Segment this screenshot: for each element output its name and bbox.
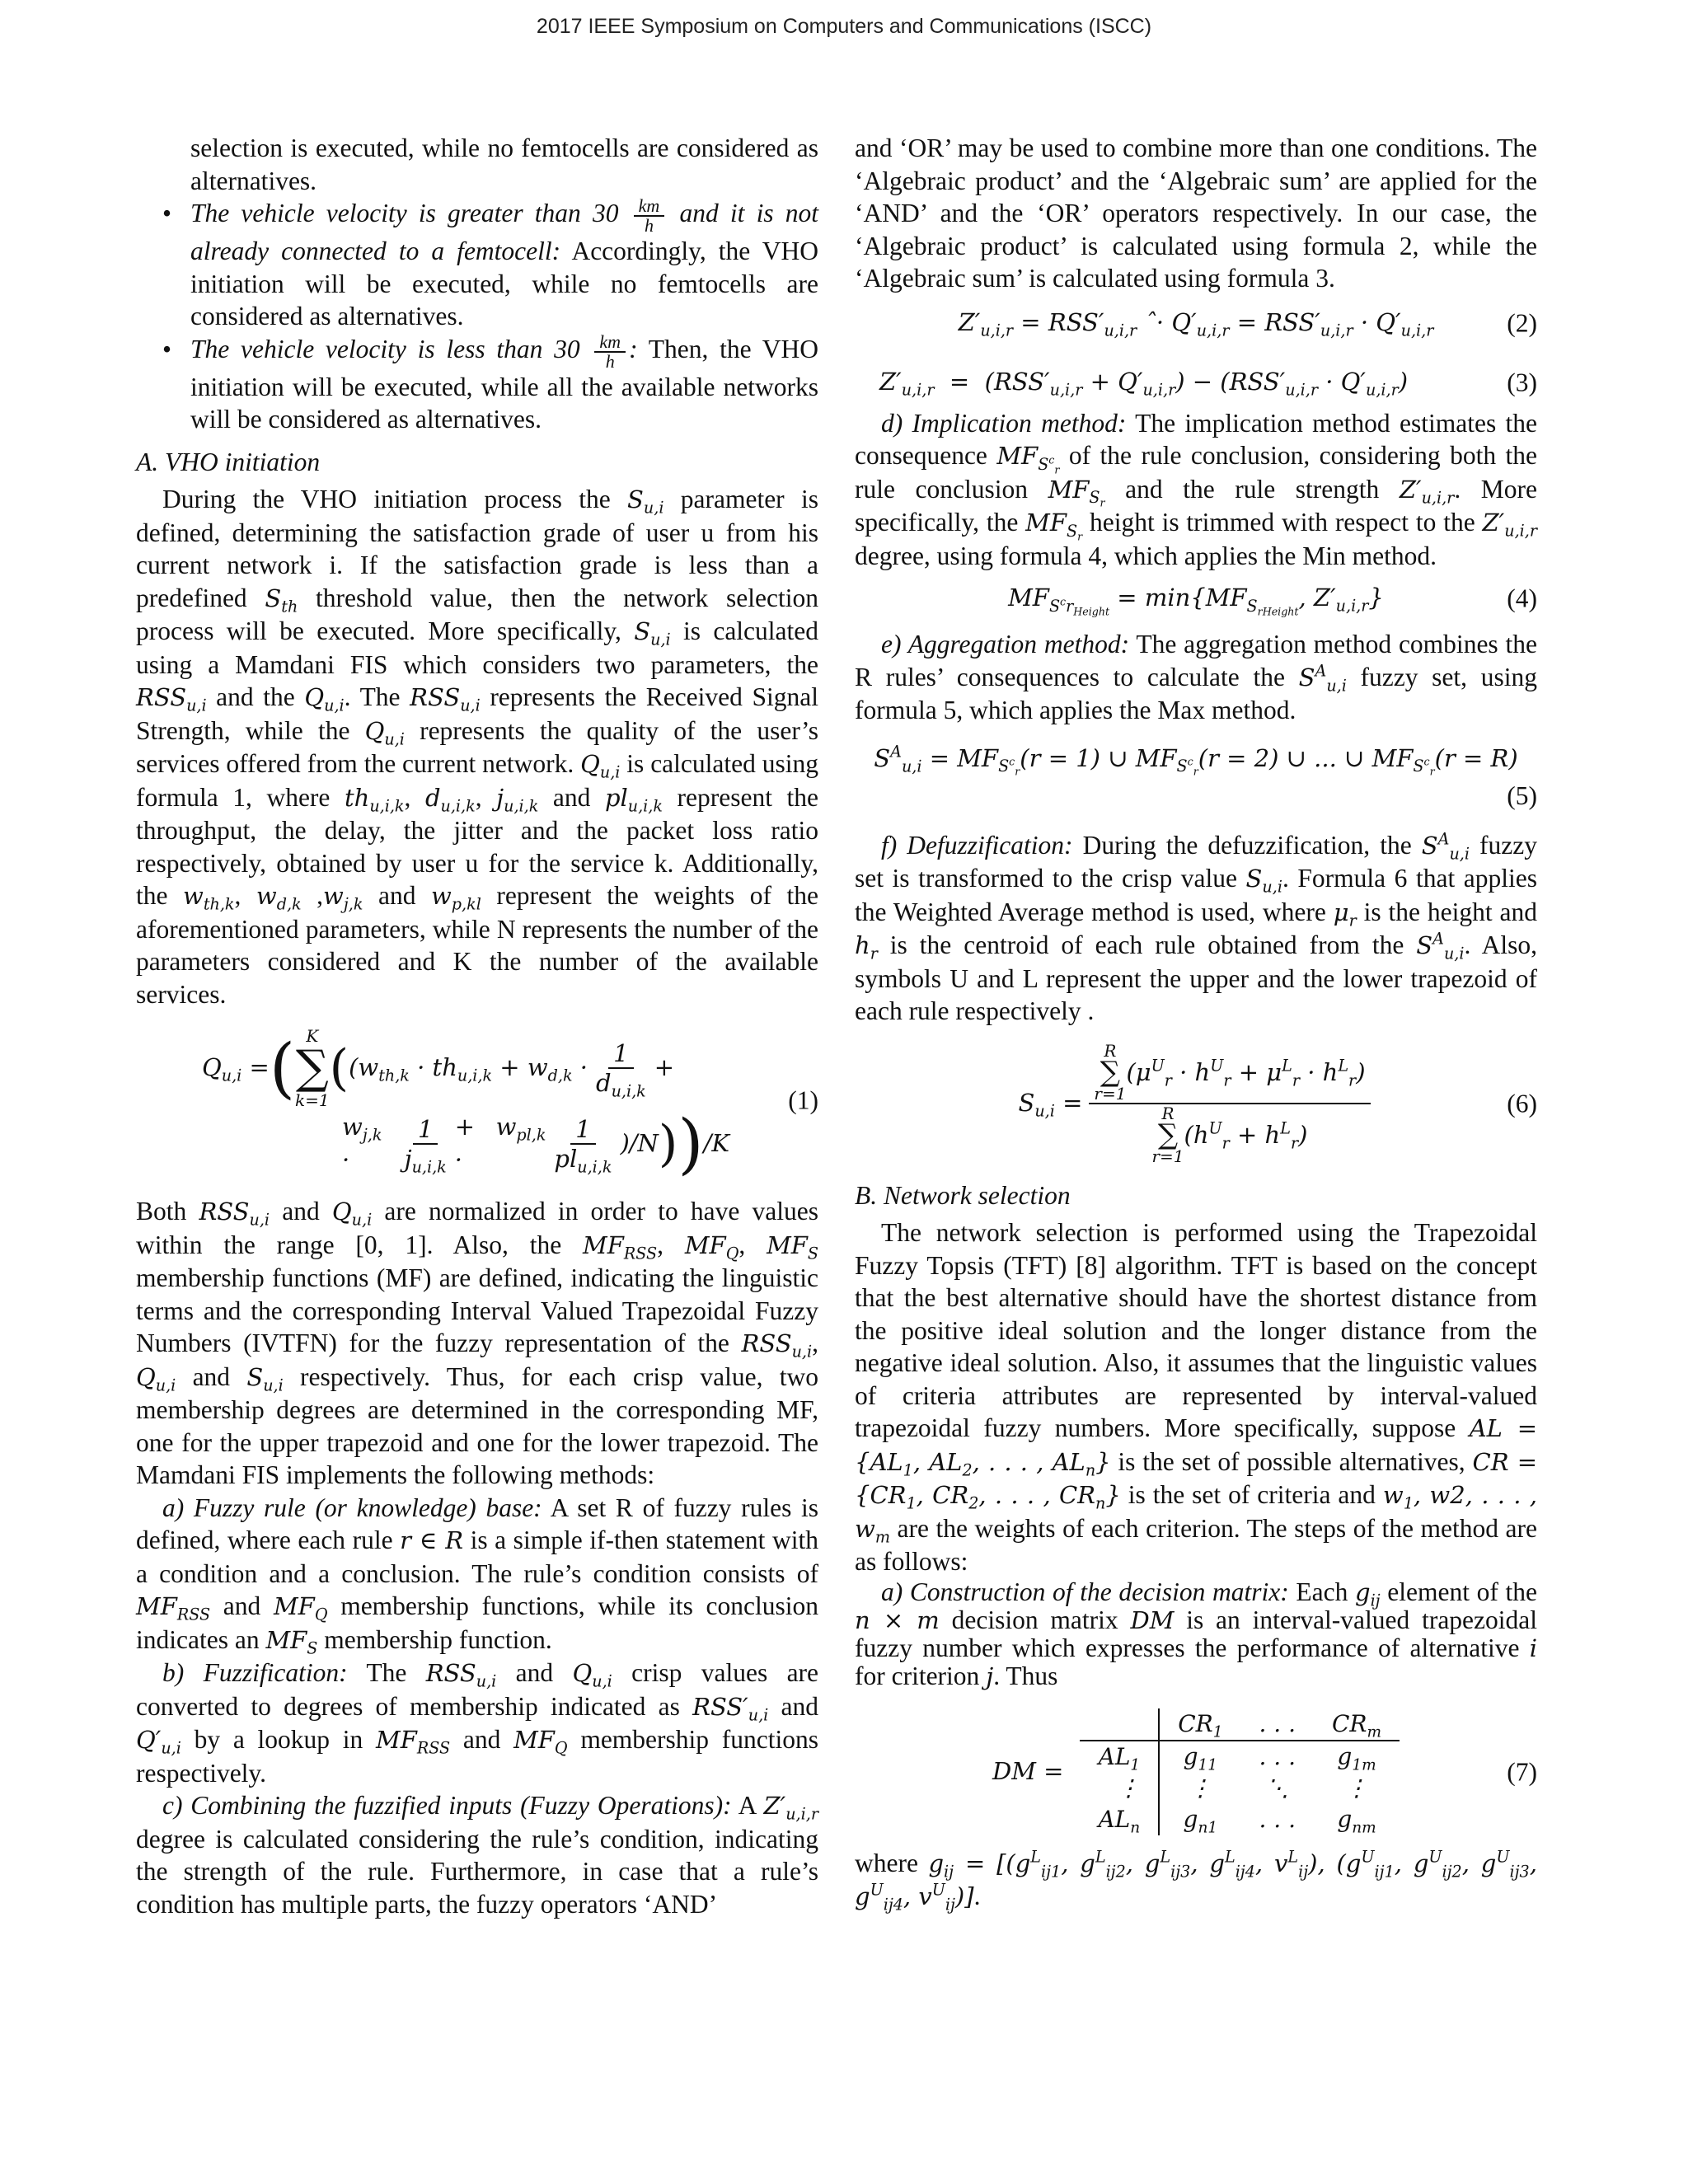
equation-number: (6) (1507, 1088, 1537, 1118)
equation-6: $S_{u,i}$ = R ∑ r=1 $(\mu^U_r \cdot h^U_r + \mu^L_r \cdot h^L_r)$ R ∑ r=1 $(h^U_r + h^L_r)$ (6) (1018, 1040, 1537, 1166)
paragraph: The network selection is performed using the Trapezoidal Fuzzy Topsis (TFT) [8] algorithm. TFT is based on the concept that the best alternative should have the shortest distance from the positive ideal solution and the longer distance from the negative ideal solution. Also, it assumes that the linguistic values of criteria attributes are represented by interval-valued trapezoidal fuzzy numbers. More specifically, suppose AL = {$AL_1$, $AL_2$, . . . , $AL_n$} is the set of possible alternatives, CR = {$CR_1$, $CR_2$, . . . , $CR_n$} is the set of criteria and $w_1$, w2, . . . , $w_m$ are the weights of each criterion. The steps of the method are as follows: (855, 1218, 1538, 1576)
equation-number: (1) (788, 1085, 818, 1115)
section-heading-b: B. Network selection (855, 1180, 1071, 1210)
paragraph: and ‘OR’ may be used to combine more than one conditions. The ‘Algebraic product’ and the ‘Algebraic sum’ are applied for the ‘AND’ and the ‘OR’ operators respectively. In our case, the ‘Algebraic product’ is calculated using formula 2, while the ‘Algebraic sum’ is calculated using formula 3. (855, 134, 1537, 293)
paragraph-decision-matrix: a) Construction of the decision matrix: Each $g_{ij}$ element of the n × m decision matrix DM is an interval-valued trapezoidal fuzzy number which expresses the performance of alternative i for criterion j. Thus (855, 1577, 1537, 1690)
bullet-item: • The vehicle velocity is greater than 30 $\frac{km}{h}$ and it is not already connected to a femtocell: Accordingly, the VHO initiation will be executed, while no femtocells are considered as alternatives. (162, 195, 818, 330)
equation-5: $S^A_{u,i} = MF_{S^c_r}(r = 1)$ ∪ $MF_{S^c_r}(r = 2)$ ∪ ... ∪ $MF_{S^c_r}(r = R)$ (5) (855, 738, 1537, 818)
paragraph-defuzzification: f) Defuzzification: During the defuzzification, the $S^A_{u,i}$ fuzzy set is transformed to the crisp value $S_{u,i}$. Formula 6 that applies the Weighted Average method is used, where $\mu_r$ is the height and $h_r$ is the centroid of each rule obtained from the $S^A_{u,i}$. Also, symbols U and L represent the upper and the lower trapezoid of each rule respectively . (855, 829, 1537, 1025)
paragraph-implication: d) Implication method: The implication method estimates the consequence $MF_{S^c_r}$ of the rule conclusion, considering both the rule conclusion $MF_{S_r}$ and the rule strength $Z'_{u,i,r}$. More specifically, the $MF_{S_r}$ height is trimmed with respect to the $Z'_{u,i,r}$ degree, using formula 4, which applies the Min method. (855, 408, 1538, 570)
section-heading-a: A. VHO initiation (136, 447, 321, 476)
equation-number: (3) (1507, 367, 1537, 396)
left-column (136, 132, 818, 1920)
conference-header: 2017 IEEE Symposium on Computers and Communications (ISCC) (536, 15, 1152, 38)
equation-1: $Q_{u,i}$ = ( K ∑ k=1 ( ($w_{th,k} \cdot th_{u,i,k} + w_{d,k}$ · $\frac{1}{d_{u,i,k}}$ + $w_{j,k}$ · $\frac{1}{j_{u,i,k}}$ + $w_{pl,k}$ · $\frac{1}{pl_{u,i,k}}$ )/N ) ) /K (1) (202, 1026, 818, 1182)
bullet-item: • The vehicle velocity is less than 30 $\frac{km}{h}$ : Then, the VHO initiation will be executed, while all the available networks will be considered as alternatives. (162, 330, 819, 434)
paragraph: Both $RSS_{u,i}$ and $Q_{u,i}$ are normalized in order to have values within the range [0, 1]. Also, the $MF_{RSS}$, $MF_Q$, $MF_S$ membership functions (MF) are defined, indicating the linguistic terms and the corresponding Interval Valued Trapezoidal Fuzzy Numbers (IVTFN) for the fuzzy representation of the $RSS_{u,i}$, $Q_{u,i}$ and $S_{u,i}$ respectively. Thus, for each crisp value, two membership degrees are determined in the corresponding MF, one for the upper trapezoid and one for the lower trapezoid. The Mamdani FIS implements the following methods: (136, 1197, 819, 1489)
bullet-continuation: selection is executed, while no femtocells are considered as alternatives. (190, 134, 818, 195)
equation-2: $Z'_{u,i,r} = RSS'_{u,i,r}$ ˆ· $Q'_{u,i,r} = RSS'_{u,i,r} \cdot Q'_{u,i,r}$ (2) (958, 307, 1537, 340)
paragraph-fuzzification: b) Fuzzification: The $RSS_{u,i}$ and $Q_{u,i}$ crisp values are converted to degrees of membership indicated as $RSS'_{u,i}$ and $Q'_{u,i}$ by a lookup in $MF_{RSS}$ and $MF_Q$ membership functions respectively. (136, 1658, 819, 1788)
equation-3: $Z'_{u,i,r} = (RSS'_{u,i,r} + Q'_{u,i,r}) - (RSS'_{u,i,r} \cdot Q'_{u,i,r})$ (3) (879, 367, 1537, 400)
paragraph-fuzzy-rule-base: a) Fuzzy rule (or knowledge) base: A set R of fuzzy rules is defined, where each rule r ∈ R is a simple if-then statement with a condition and a conclusion. The rule’s condition consists of $MF_{RSS}$ and $MF_Q$ membership functions, while its conclusion indicates an $MF_S$ membership function. (136, 1493, 819, 1658)
decision-matrix: $CR_1$ . . . $CR_m$ $AL_1$ $g_{11}$ . . . $g_{1m}$ ⋮ ⋮ ⋱ ⋮ $AL_n$ $g_{n1}$ . . . $g_{nm}$ (1080, 1708, 1400, 1835)
paragraph-where: where $g_{ij} = [(g^L_{ij1}$, $g^L_{ij2}$, $g^L_{ij3}$, $g^L_{ij4}$, $v^L_{ij}$), ($g^U_{ij1}$, $g^U_{ij2}$, $g^U_{ij3}$, $g^U_{ij4}$, $v^U_{ij}$)]. (855, 1847, 1537, 1915)
equation-number: (2) (1507, 307, 1537, 337)
paragraph: During the VHO initiation process the $S_{u,i}$ parameter is defined, determining the satisfaction grade of user u from his current network i. If the satisfaction grade is less than a predefined $S_{th}$ threshold value, then the network selection process will be executed. More specifically, $S_{u,i}$ is calculated using a Mamdani FIS which considers two parameters, the $RSS_{u,i}$ and the $Q_{u,i}$. The $RSS_{u,i}$ represents the Received Signal Strength, while the $Q_{u,i}$ represents the quality of the user’s services offered from the current network. $Q_{u,i}$ is calculated using formula 1, where $th_{u,i,k}$, $d_{u,i,k}$, $j_{u,i,k}$ and $pl_{u,i,k}$ represent the throughput, the delay, the jitter and the packet loss ratio respectively, obtained by user u for the service k. Additionally, the $w_{th,k}$, $w_{d,k}$ $,w_{j,k}$ and $w_{p,kl}$ represent the weights of the aforementioned parameters, while N represents the number of the parameters considered and K the number of the available services. (136, 485, 819, 1009)
paragraph-aggregation: e) Aggregation method: The aggregation method combines the R rules’ consequences to calculate the $S^A_{u,i}$ fuzzy set, using formula 5, which applies the Max method. (855, 630, 1537, 724)
bullet-list (136, 197, 818, 436)
equation-4: $MF_{S^cr_{Height}} = \min\{MF_{S_{rHeight}}$, $Z'_{u,i,r}$} (4) (1008, 583, 1537, 618)
equation-number: (5) (1507, 780, 1537, 810)
paragraph-fuzzy-operations: c) Combining the fuzzified inputs (Fuzzy Operations): A $Z'_{u,i,r}$ degree is calculated considering the rule’s condition, indicating the strength of the rule. Furthermore, in case that a rule’s condition has multiple parts, the fuzzy operators ‘AND’ (136, 1791, 818, 1919)
equation-number: (4) (1507, 583, 1537, 613)
right-column (855, 132, 1537, 1914)
equation-7: DM = $CR_1$ . . . $CR_m$ $AL_1$ $g_{11}$ . . . $g_{1m}$ ⋮ ⋮ ⋱ ⋮ $AL_n$ $g_{n1}$ . . . $g_{nm}$ (7) (992, 1709, 1537, 1836)
equation-number: (7) (1507, 1756, 1537, 1786)
